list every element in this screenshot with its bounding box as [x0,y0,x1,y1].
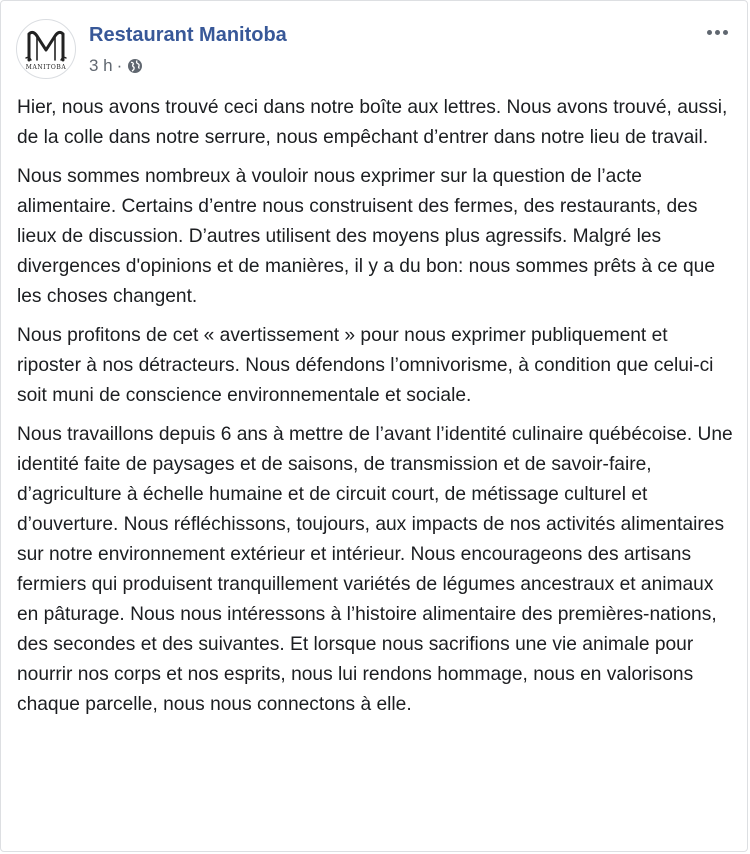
post-paragraph: Nous sommes nombreux à vouloir nous exprimer sur la question de l’acte alimentaire. Certains d’entre nous construisent des fermes, des restaurants, des lieux de discussion. D’autres utilisent des moyens plus agressifs. Malgré les divergences d'opinions et de manières, il y a du bon: nous sommes prêts à ce que les choses changent. [17,166,716,307]
post-paragraph: Hier, nous avons trouvé ceci dans notre boîte aux lettres. Nous avons trouvé, aussi, de la colle dans notre serrure, nous empêchant d’entrer dans notre lieu de travail. [17,97,728,148]
post-timestamp[interactable]: 3 h [89,56,113,75]
post-meta [89,56,143,76]
post-body [17,93,735,729]
more-dot [707,30,712,35]
post-header [16,19,732,83]
avatar-logo-text: MANITOBA [25,64,67,71]
globe-icon[interactable] [127,58,143,74]
page-avatar[interactable] [16,19,76,79]
more-dot [715,30,720,35]
more-options-icon[interactable] [702,23,732,41]
post-paragraph: Nous profitons de cet « avertissement » pour nous exprimer publiquement et riposter à nos détracteurs. Nous défendons l’omnivorisme, à condition que celui-ci soit muni de conscience environnementale et sociale. [17,325,714,406]
page-name-link[interactable]: Restaurant Manitoba [89,24,287,46]
more-dot [723,30,728,35]
meta-separator: · [116,56,123,75]
post-paragraph: Nous travaillons depuis 6 ans à mettre de l’avant l’identité culinaire québécoise. Une identité faite de paysages et de saisons, de transmission et de savoir-faire, d’agriculture à échelle humaine et de circuit court, de métissage culturel et d’ouverture. Nous réfléchissons, toujours, aux impacts de nos activités alimentaires sur notre environnement extérieur et intérieur. Nous encourageons des artisans fermiers qui produisent tranquillement variétés de légumes ancestraux et animaux en pâturage. Nous nous intéressons à l’histoire alimentaire des premières-nations, des secondes et des suivantes. Et lorsque nous sacrifions une vie animale pour nourrir nos corps et nos esprits, nous lui rendons hommage, nous en valorisons chaque parcelle, nous nous connectons à elle. [17,424,733,715]
